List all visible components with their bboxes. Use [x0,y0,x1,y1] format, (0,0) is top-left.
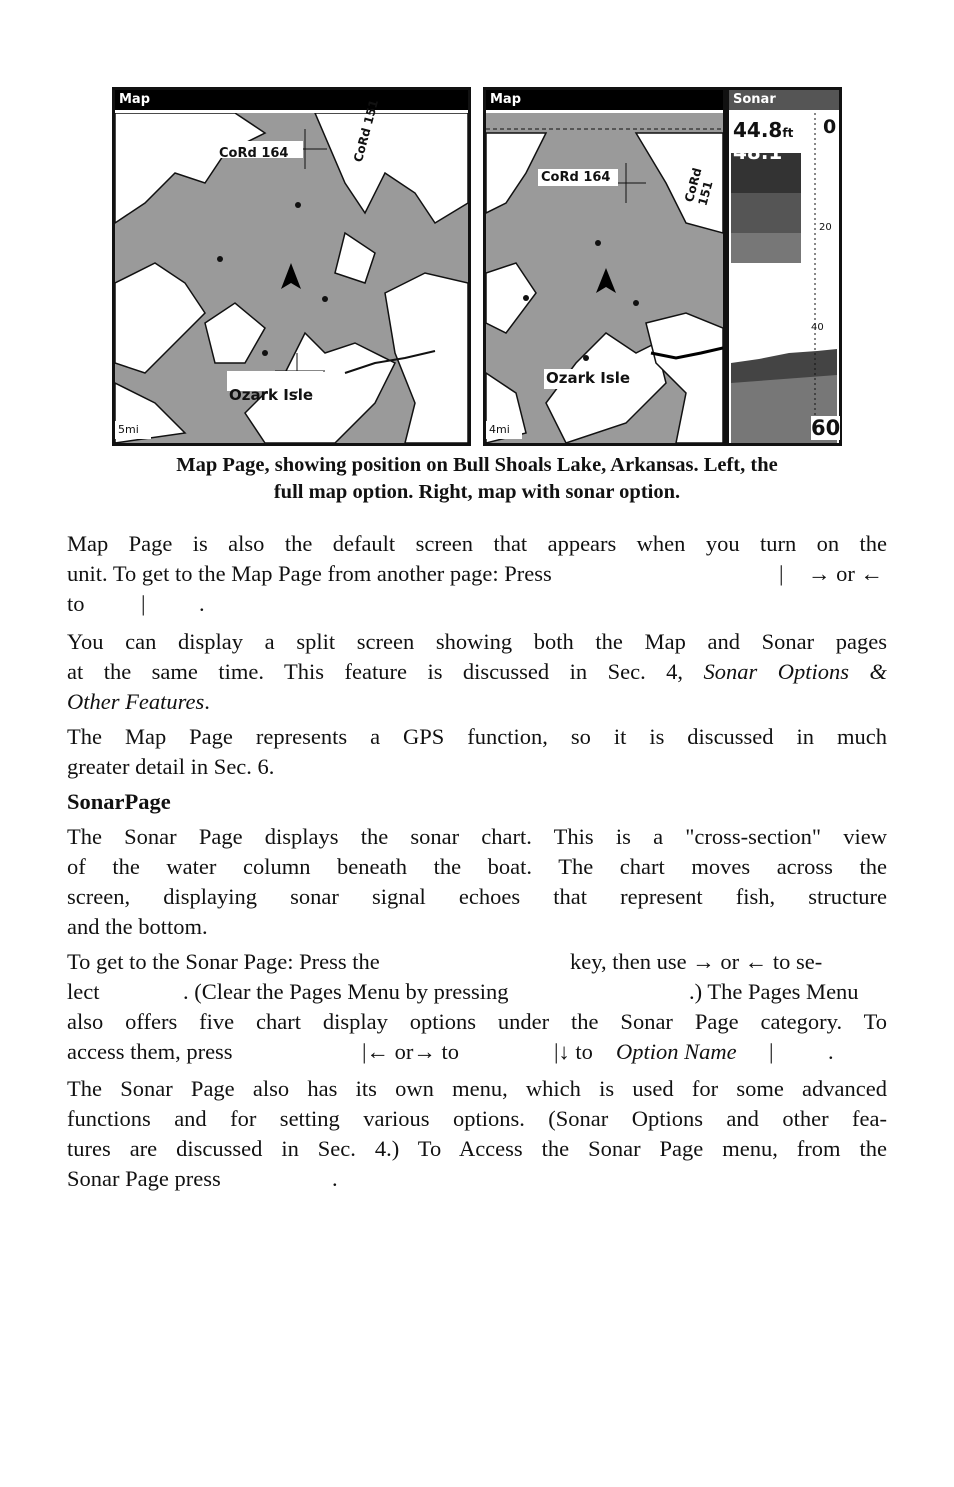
right-map-label-ozark-isle: Ozark Isle [546,369,631,387]
para1-line1: Map Page is also the default screen that appears when you turn on the [67,531,887,556]
caption-line-1: Map Page, showing position on Bull Shoals Lake, Arkansas. Left, the [176,454,778,476]
right-map-graphic [486,113,723,443]
para5-line1-rest: key, then use → or ← to se- [570,949,823,974]
left-map-label-cord164: CoRd 164 [219,146,289,161]
para6-line2: functions and for setting various options. (Sonar Options and other fea- [67,1106,887,1131]
caption-line-2: full map option. Right, map with sonar option. [273,481,681,503]
para5-line4-down: |↓ to [554,1039,593,1064]
para5-line2-rest: .) The Pages Menu [689,979,859,1004]
para4-line4: and the bottom. [67,914,208,939]
para5-line2-lect: lect [67,979,100,1004]
figure-caption [70,452,884,506]
para4-line3: screen, displaying sonar signal echoes that represent fish, structure [67,884,887,909]
para1-line3-period: . [199,591,205,616]
para5-line3: also offers five chart display options under the Sonar Page category. To [67,1009,887,1034]
paragraph-sonar-description [67,822,887,942]
sonar-temp-reading: 48.1° [733,140,793,164]
left-map-scale: 5mi [118,423,139,436]
left-map-label-cord151: CoRd 151 [351,98,382,164]
sonar-depth-bottom: 60 [811,416,841,440]
sonar-depth-top: 0 [823,116,837,138]
para1-line3 [67,589,887,619]
paragraph-gps-function [67,722,887,782]
paragraph-sonar-menu [67,1074,887,1194]
para5-line2-clear: . (Clear the Pages Menu by pressing [183,979,509,1004]
para5-line4 [67,1037,887,1067]
left-map-label-ozark-isle: Ozark Isle [229,386,314,404]
paragraph-split-screen [67,627,887,717]
para2-line2-text: at the same time. This feature is discussed in Sec. 4, [67,659,684,684]
sonar-title: Sonar [729,90,839,110]
para3-line2: greater detail in Sec. 6. [67,754,275,779]
para2-line2 [67,657,887,687]
sonar-scale-mark-40: 40 [811,322,824,333]
para1-line2-sep: | [779,561,784,586]
para5-line4-text: access them, press [67,1039,233,1064]
para5-line4-sep: | [769,1039,774,1064]
right-map-label-cord151: CoRd 151 [682,166,716,208]
para1-line2 [67,559,887,589]
para1-line3-to: to [67,591,85,616]
para6-line3: tures are discussed in Sec. 4.) To Access the Sonar Page menu, from the [67,1136,887,1161]
para1-line3-sep: | [141,591,146,616]
left-map-screen [112,87,471,446]
para1-line2-text: unit. To get to the Map Page from another page: Press [67,561,552,586]
left-map-title: Map [115,90,468,110]
right-map-label-cord164: CoRd 164 [541,170,611,185]
para5-line4-period: . [828,1039,834,1064]
para4-line2: of the water column beneath the boat. The chart moves across the [67,854,887,879]
right-map-screen [483,87,726,446]
para5-line2 [67,977,887,1007]
para5-line4-arrows: |← or→ to [362,1039,459,1064]
para2-line3-period: . [204,689,210,714]
para2-line1: You can display a split screen showing both the Map and Sonar pages [67,629,887,654]
para6-line4-text: Sonar Page press [67,1166,221,1191]
para2-line2-italic: Sonar Options & [703,659,888,684]
sonar-depth-unit: ft [782,126,794,140]
sonar-screen [726,87,842,446]
para5-line1 [67,947,887,977]
sonar-scale-mark-20: 20 [819,222,832,233]
right-map-title: Map [486,90,723,110]
para6-line1: The Sonar Page also has its own menu, which is used for some advanced [67,1076,887,1101]
para6-line4 [67,1164,887,1194]
para1-line2-arrows: → or ← [808,561,883,586]
para5-line4-option-name: Option Name [616,1039,737,1064]
sonar-depth-reading [733,118,793,142]
para4-line1: The Sonar Page displays the sonar chart. This is a "cross-section" view [67,824,887,849]
figure-map-screens [112,87,842,446]
para3-line1: The Map Page represents a GPS function, so it is discussed in much [67,724,887,749]
para2-line3 [67,687,887,717]
para2-line3-italic: Other Features [67,689,205,714]
section-heading-sonar-page: SonarPage [67,789,171,814]
para5-line1-text: To get to the Sonar Page: Press the [67,949,380,974]
sonar-depth-value: 44.8 [733,118,783,142]
para6-line4-period: . [332,1166,338,1191]
paragraph-map-default [67,529,887,619]
paragraph-get-to-sonar [67,947,887,1067]
right-map-scale: 4mi [489,423,510,436]
